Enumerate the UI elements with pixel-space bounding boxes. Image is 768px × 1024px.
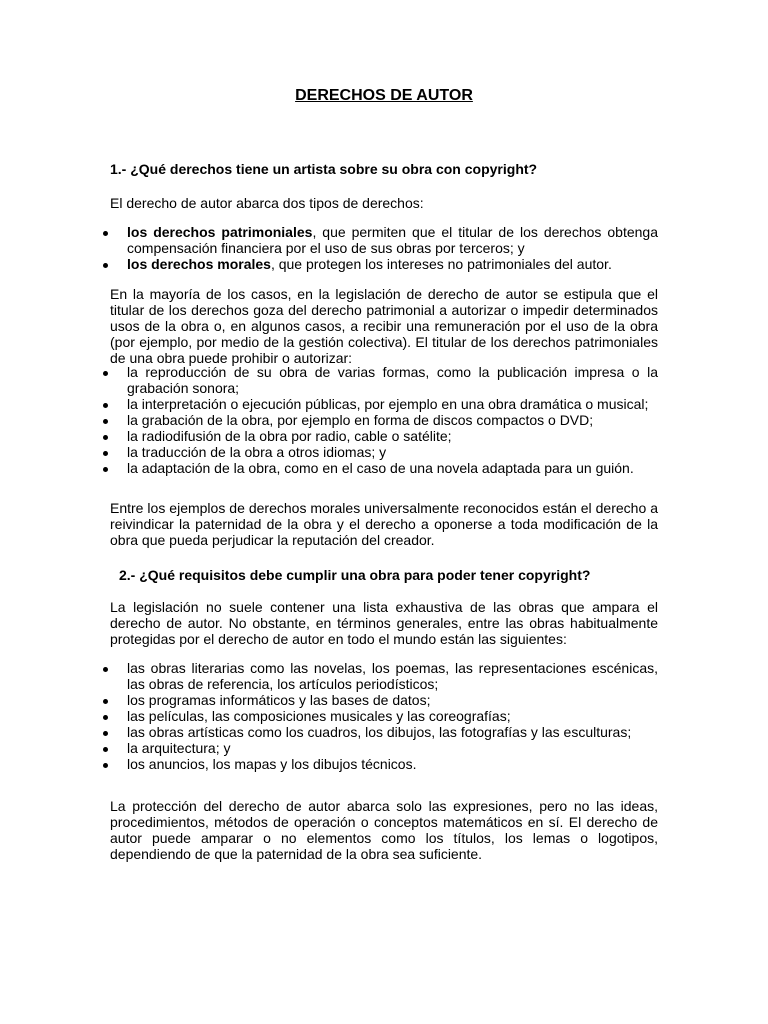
list-item-text: la arquitectura; y	[127, 740, 231, 756]
patrimonial-uses-list	[0, 364, 768, 476]
bullet-icon	[103, 451, 108, 456]
list-item	[0, 756, 658, 772]
document-title: DERECHOS DE AUTOR	[295, 87, 473, 104]
bullet-icon	[103, 763, 108, 768]
protected-works-list	[0, 660, 768, 772]
list-item	[0, 740, 658, 756]
bullet-icon	[103, 731, 108, 736]
bullet-icon	[103, 435, 108, 440]
bullet-icon	[103, 231, 108, 236]
bullet-icon	[103, 403, 108, 408]
bullet-icon	[103, 715, 108, 720]
bullet-icon	[103, 467, 108, 472]
list-item-text: las obras literarias como las novelas, los poemas, las representaciones escénicas, las obras de referencia, los artículos periodísticos;	[127, 660, 658, 692]
list-item-text: los anuncios, los mapas y los dibujos técnicos.	[127, 756, 417, 772]
bullet-icon	[103, 419, 108, 424]
section1-heading: 1.- ¿Qué derechos tiene un artista sobre su obra con copyright?	[110, 161, 538, 177]
closing-paragraph: La protección del derecho de autor abarca solo las expresiones, pero no las ideas, procedimientos, métodos de operación o conceptos matemáticos en sí. El derecho de autor puede amparar o no elementos como los títulos, los lemas o logotipos, dependiendo de que la paternidad de la obra sea suficiente.	[110, 798, 658, 862]
bullet-icon	[103, 667, 108, 672]
section2-heading: 2.- ¿Qué requisitos debe cumplir una obra para poder tener copyright?	[119, 567, 591, 583]
works-intro-paragraph: La legislación no suele contener una lista exhaustiva de las obras que ampara el derecho de autor. No obstante, en términos generales, entre las obras habitualmente protegidas por el derecho de autor en todo el mundo están las siguientes:	[110, 599, 658, 647]
list-item	[0, 364, 658, 396]
list-item	[0, 708, 658, 724]
list-item-text: las obras artísticas como los cuadros, los dibujos, las fotografías y las esculturas;	[127, 724, 632, 740]
list-item-text: la reproducción de su obra de varias formas, como la publicación impresa o la grabación sonora;	[127, 364, 658, 396]
list-item	[0, 692, 658, 708]
list-item	[0, 256, 658, 272]
bullet-icon	[103, 263, 108, 268]
patrimonial-rights-paragraph: En la mayoría de los casos, en la legislación de derecho de autor se estipula que el titular de los derechos goza del derecho patrimonial a autorizar o impedir determinados usos de la obra o, en algunos casos, a recibir una remuneración por el uso de la obra (por ejemplo, por medio de la gestión colectiva). El titular de los derechos patrimoniales de una obra puede prohibir o autorizar:	[110, 286, 658, 366]
list-item-text: los programas informáticos y las bases de datos;	[127, 692, 431, 708]
list-item-text: la interpretación o ejecución públicas, por ejemplo en una obra dramática o musical;	[127, 396, 649, 412]
list-item	[0, 396, 658, 412]
bullet-icon	[103, 747, 108, 752]
rights-type-name: los derechos patrimoniales	[127, 224, 313, 240]
section1-intro: El derecho de autor abarca dos tipos de derechos:	[110, 195, 424, 211]
rights-type-name: los derechos morales	[127, 256, 271, 272]
list-item-text: la traducción de la obra a otros idiomas; y	[127, 444, 387, 460]
list-item	[0, 412, 658, 428]
list-item	[0, 460, 658, 476]
list-item-text: la adaptación de la obra, como en el caso de una novela adaptada para un guión.	[127, 460, 634, 476]
list-item-text: la grabación de la obra, por ejemplo en forma de discos compactos o DVD;	[127, 412, 594, 428]
moral-rights-paragraph: Entre los ejemplos de derechos morales universalmente reconocidos están el derecho a reivindicar la paternidad de la obra y el derecho a oponerse a toda modificación de la obra que pueda perjudicar la reputación del creador.	[110, 500, 658, 548]
list-item-text: las películas, las composiciones musicales y las coreografías;	[127, 708, 511, 724]
list-item	[0, 724, 658, 740]
rights-type-description: , que protegen los intereses no patrimoniales del autor.	[270, 256, 612, 272]
rights-type-description: , que permiten que el titular de los derechos obtenga compensación financiera por el uso de sus obras por terceros; y	[127, 224, 658, 256]
list-item	[0, 660, 658, 692]
list-item	[0, 444, 658, 460]
bullet-icon	[103, 371, 108, 376]
list-item	[0, 224, 658, 256]
rights-types-list	[0, 224, 768, 272]
list-item	[0, 428, 658, 444]
list-item-text: la radiodifusión de la obra por radio, cable o satélite;	[127, 428, 452, 444]
bullet-icon	[103, 699, 108, 704]
